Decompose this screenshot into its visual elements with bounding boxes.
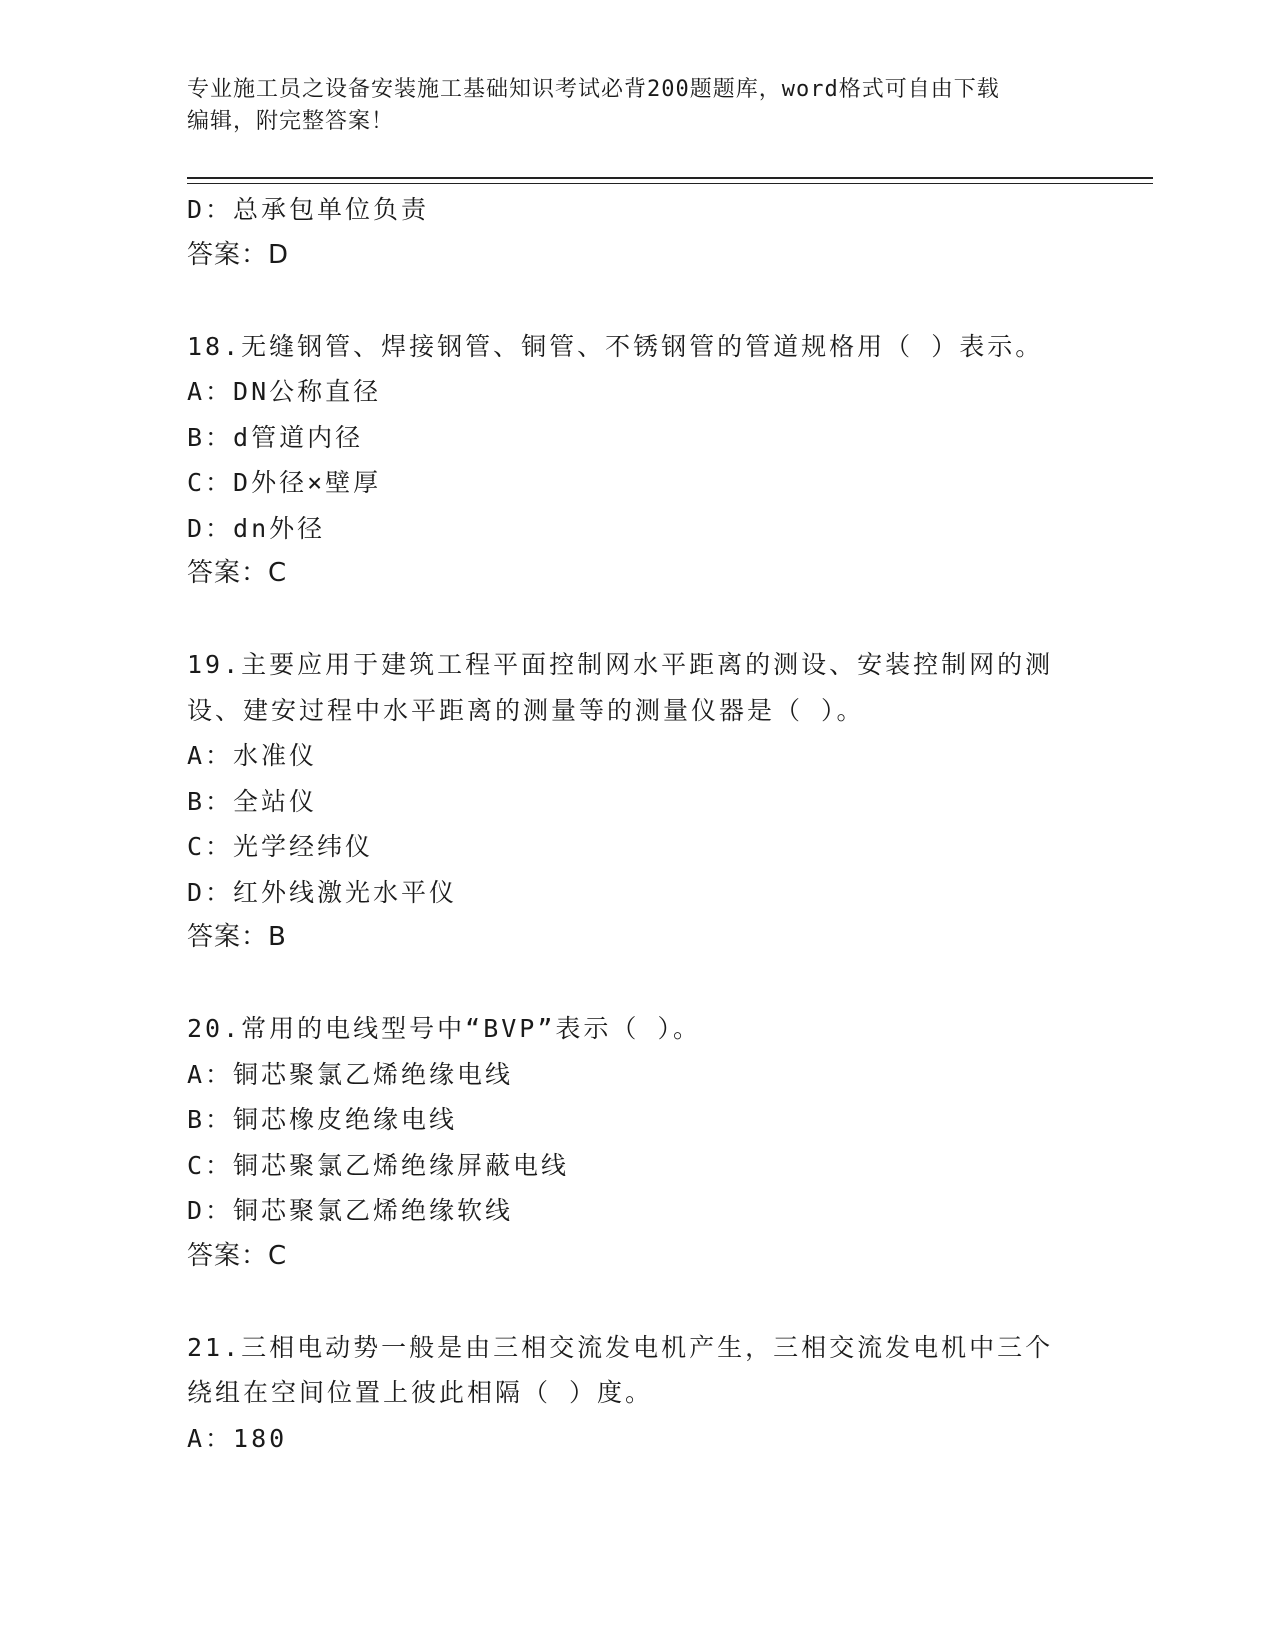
- option-b: B：铜芯橡皮绝缘电线: [187, 1105, 458, 1134]
- option-b: B：全站仪: [187, 786, 318, 816]
- question-21: [187, 1325, 1087, 1462]
- answer: 答案：B: [187, 922, 287, 952]
- option-d: D：dn外径: [187, 513, 326, 543]
- header-rule-thin: [187, 183, 1153, 184]
- prev-answer: 答案：D: [187, 239, 290, 270]
- option-a: A：180: [187, 1423, 288, 1453]
- option-a: A：铜芯聚氯乙烯绝缘电线: [187, 1059, 514, 1089]
- option-c: C：D外径×壁厚: [187, 468, 382, 497]
- option-a: A：DN公称直径: [187, 377, 382, 406]
- spacer: [187, 597, 1087, 643]
- question-stem-line-2: 设、建安过程中水平距离的测量等的测量仪器是（ ）。: [187, 695, 865, 725]
- question-stem-line-2: 绕组在空间位置上彼此相隔（ ）度。: [187, 1378, 654, 1407]
- option-c: C：铜芯聚氯乙烯绝缘屏蔽电线: [187, 1150, 570, 1180]
- option-d: D：铜芯聚氯乙烯绝缘软线: [187, 1196, 514, 1225]
- option-b: B：d管道内径: [187, 422, 364, 452]
- option-a: A：水准仪: [187, 741, 318, 770]
- prev-option-d: D：总承包单位负责: [187, 195, 430, 224]
- option-d: D：红外线激光水平仪: [187, 877, 458, 907]
- question-stem: 20.常用的电线型号中“BVP”表示（ ）。: [187, 1014, 701, 1043]
- question-18: [187, 324, 1087, 597]
- question-stem-line-1: 19.主要应用于建筑工程平面控制网水平距离的测设、安装控制网的测: [187, 650, 1054, 679]
- header-line-1: 专业施工员之设备安装施工基础知识考试必背200题题库，word格式可自由下载: [187, 77, 1000, 102]
- option-c: C：光学经纬仪: [187, 832, 374, 861]
- question-19: [187, 642, 1087, 961]
- document-header: [187, 74, 1067, 138]
- question-stem: 18.无缝钢管、焊接钢管、铜管、不锈钢管的管道规格用（ ）表示。: [187, 331, 1044, 361]
- header-line-2: 编辑，附完整答案！: [187, 109, 395, 134]
- document-body: [187, 187, 1087, 1461]
- spacer: [187, 278, 1087, 324]
- answer: 答案：C: [187, 1240, 288, 1271]
- spacer: [187, 1279, 1087, 1325]
- question-20: [187, 1006, 1087, 1279]
- header-rule-thick: [187, 177, 1153, 179]
- question-stem-line-1: 21.三相电动势一般是由三相交流发电机产生，三相交流发电机中三个: [187, 1332, 1054, 1362]
- answer: 答案：C: [187, 558, 288, 588]
- spacer: [187, 961, 1087, 1007]
